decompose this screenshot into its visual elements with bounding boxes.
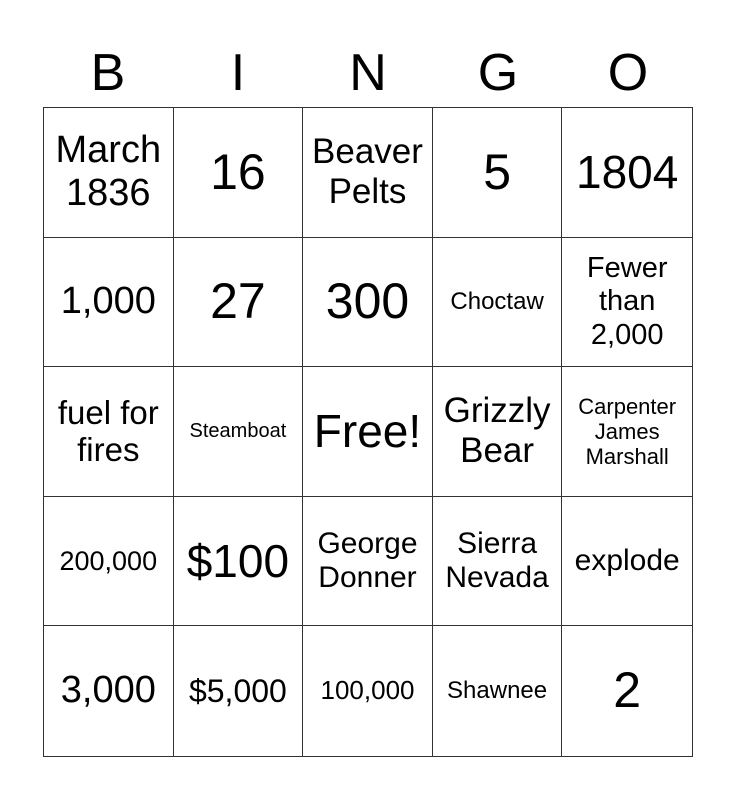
- bingo-cell-r4-c1[interactable]: [44, 497, 174, 627]
- header-letter-n: N: [349, 44, 387, 102]
- bingo-cell-r2-c3[interactable]: [303, 238, 433, 368]
- header-letter-g: G: [477, 44, 519, 102]
- cell-label: explode: [574, 543, 680, 577]
- bingo-cell-r1-c2[interactable]: [174, 108, 304, 238]
- bingo-cell-r3-c4[interactable]: [433, 367, 563, 497]
- bingo-cell-r5-c5[interactable]: [562, 626, 692, 756]
- bingo-cell-r4-c5[interactable]: [562, 497, 692, 627]
- bingo-cell-r3-c5[interactable]: [562, 367, 692, 497]
- cell-label: Carpenter James Marshall: [578, 393, 677, 470]
- cell-label: Grizzly Bear: [443, 391, 551, 471]
- cell-label: 16: [210, 143, 266, 200]
- cell-label: Beaver Pelts: [312, 132, 423, 212]
- cell-label: 3,000: [60, 669, 156, 712]
- cell-label: George Donner: [317, 526, 418, 595]
- bingo-board: [43, 107, 693, 757]
- bingo-cell-r1-c3[interactable]: [303, 108, 433, 238]
- cell-label: Sierra Nevada: [445, 526, 549, 595]
- cell-label: fuel for fires: [57, 393, 159, 469]
- bingo-cell-r2-c2[interactable]: [174, 238, 304, 368]
- cell-label: March 1836: [55, 128, 162, 215]
- cell-label: 1,000: [60, 280, 156, 323]
- header-letter-o: O: [607, 44, 649, 102]
- bingo-cell-r4-c2[interactable]: [174, 497, 304, 627]
- cell-label: Choctaw: [450, 288, 544, 316]
- bingo-cell-r2-c1[interactable]: [44, 238, 174, 368]
- header-letter-i: I: [230, 44, 246, 102]
- cell-label: Shawnee: [447, 677, 548, 705]
- cell-label: Fewer than 2,000: [586, 251, 668, 351]
- cell-label: 200,000: [59, 545, 158, 576]
- cell-label: 100,000: [320, 675, 415, 706]
- cell-label: $100: [186, 534, 290, 587]
- bingo-cell-r1-c4[interactable]: [433, 108, 563, 238]
- bingo-cell-r2-c5[interactable]: [562, 238, 692, 368]
- cell-label: 300: [325, 273, 410, 330]
- bingo-cell-r5-c3[interactable]: [303, 626, 433, 756]
- header-letter-b: B: [90, 44, 126, 102]
- cell-label: 2: [613, 662, 642, 719]
- cell-label: $5,000: [188, 672, 287, 709]
- bingo-cell-r5-c4[interactable]: [433, 626, 563, 756]
- bingo-cell-r3-c2[interactable]: [174, 367, 304, 497]
- bingo-cell-r4-c3[interactable]: [303, 497, 433, 627]
- bingo-cell-r2-c4[interactable]: [433, 238, 563, 368]
- cell-label: Free!: [313, 405, 422, 458]
- cell-label: 5: [483, 143, 511, 200]
- bingo-cell-r5-c2[interactable]: [174, 626, 304, 756]
- bingo-free-space[interactable]: [303, 367, 433, 497]
- bingo-header: [43, 40, 693, 106]
- bingo-cell-r4-c4[interactable]: [433, 497, 563, 627]
- cell-label: Steamboat: [189, 419, 287, 442]
- bingo-cell-r3-c1[interactable]: [44, 367, 174, 497]
- bingo-cell-r5-c1[interactable]: [44, 626, 174, 756]
- bingo-cell-r1-c1[interactable]: [44, 108, 174, 238]
- bingo-cell-r1-c5[interactable]: [562, 108, 692, 238]
- cell-label: 27: [210, 273, 266, 330]
- cell-label: 1804: [576, 145, 679, 198]
